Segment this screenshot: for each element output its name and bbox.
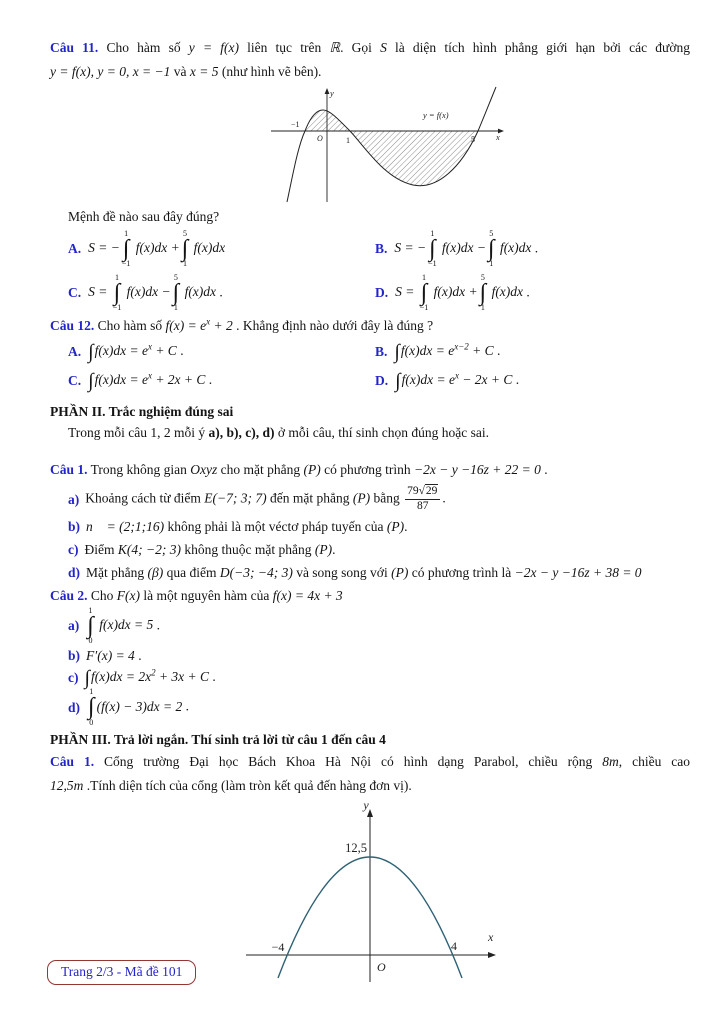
question-12-text: Cho hàm số $f(x) = e^x + 2$ . Khẳng định nào dưới đây là đúng ? <box>97 316 434 333</box>
option-a-label: A. <box>68 241 82 256</box>
part-2-q2-item-c <box>68 666 690 688</box>
part-2-q1-item-b <box>68 516 690 537</box>
item-a-text: Khoảng cách từ điểm E(−7; 3; 7) đến mặt phẳng (P) bằng $\frac{79√29}{87}$ . <box>85 485 446 512</box>
part-2-question-2-label: Câu 2. <box>50 587 88 603</box>
question-11-text-2: y = f(x), y = 0, x = −1 và x = 5 (như hình vẽ bên). <box>50 64 322 79</box>
part-2-q2-item-b <box>68 645 690 666</box>
x-axis-label: x <box>496 132 500 142</box>
y-axis-arrow <box>325 88 330 94</box>
option-a-math: $\int f(x)dx = e^x + C$ . <box>88 340 184 363</box>
item-b-text: F′(x) = 4 . <box>86 648 142 664</box>
option-c-math: S = 1 ∫ −1 f(x)dx − 5 ∫ 1 f(x)dx . <box>88 272 223 313</box>
figure-region-graph <box>265 86 505 204</box>
option-b-math: $\int f(x)dx = e^{x-2} + C$ . <box>394 340 501 363</box>
item-c-label: c) <box>68 541 79 557</box>
item-a-label: a) <box>68 618 80 634</box>
part-2-heading: PHẦN II. Trắc nghiệm đúng sai <box>50 404 234 419</box>
option-c-math: $\int f(x)dx = e^x + 2x + C$ . <box>88 369 213 392</box>
question-12-label: Câu 12. <box>50 318 95 333</box>
part-3-question-1 <box>50 750 690 798</box>
part-2-question-1-label: Câu 1. <box>50 462 88 477</box>
tick-minus-1: −1 <box>291 120 300 129</box>
item-a-label: a) <box>68 491 80 507</box>
part-2-q1-item-d <box>68 562 690 583</box>
curve-label: y = f(x) <box>423 110 449 120</box>
question-12 <box>50 315 690 337</box>
item-d-text: 1 ∫ 0 (f(x) − 3)dx = 2 . <box>88 687 190 728</box>
part-2-q1-item-c <box>68 539 690 560</box>
question-11-stem: Mệnh đề nào sau đây đúng? <box>68 209 220 224</box>
tick-minus-4: −4 <box>271 940 285 955</box>
question-11-text-1: Cho hàm số y = f(x) liên tục trên ℝ. Gọi S là diện tích hình phẳng giới hạn bởi các đường <box>106 40 690 55</box>
option-c <box>68 366 375 395</box>
option-d <box>375 271 690 315</box>
part-3-q1-text-2: 12,5m .Tính diện tích của cổng (làm tròn kết quả đến hàng đơn vị). <box>50 778 412 794</box>
part-2-intro: Trong mỗi câu 1, 2 mỗi ý a), b), c), d) ở mỗi câu, thí sinh chọn đúng hoặc sai. <box>68 425 489 440</box>
y-axis-label: y <box>363 800 369 813</box>
question-11-options <box>68 227 690 315</box>
part-3-q1-line-2 <box>50 774 690 798</box>
part-2-question-1 <box>50 459 690 481</box>
part-2-q2-item-a <box>68 607 690 646</box>
item-c-text: Điểm K(4; −2; 3) không thuộc mặt phẳng (P). <box>84 541 336 557</box>
item-c-text: $\int f(x)dx = 2x^2 + 3x + C$ . <box>84 667 216 690</box>
item-d-label: d) <box>68 564 81 580</box>
option-a <box>68 337 375 366</box>
item-c-label: c) <box>68 669 79 685</box>
option-c-label: C. <box>68 372 82 388</box>
part-3-q1-label: Câu 1. <box>50 754 95 770</box>
option-d-math: $\int f(x)dx = e^x - 2x + C$ . <box>395 369 520 392</box>
x-axis-arrow <box>488 952 496 958</box>
option-a-label: A. <box>68 343 82 359</box>
shaded-region-below-axis <box>350 131 478 186</box>
option-b-label: B. <box>375 343 388 359</box>
page-footer-text: Trang 2/3 - Mã đề 101 <box>61 964 183 979</box>
item-a-text: 1 ∫ 0 f(x)dx = 5 . <box>87 605 161 646</box>
tick-1: 1 <box>346 136 350 145</box>
option-a <box>68 227 375 271</box>
item-d-label: d) <box>68 700 81 716</box>
option-a-math: S = − 1 ∫ −1 f(x)dx + 5 ∫ 1 f(x)dx <box>88 228 226 269</box>
part-3-q1-line-1 <box>50 750 690 774</box>
question-11-label: Câu 11. <box>50 40 99 55</box>
item-b-text: n⃗ = (2;1;16) không phải là một véctơ pháp tuyến của (P). <box>86 518 408 534</box>
peak-value-label: 12,5 <box>345 841 367 856</box>
y-axis-label: y <box>330 88 334 98</box>
option-d-math: S = 1 ∫ −1 f(x)dx + 5 ∫ 1 f(x)dx . <box>395 272 530 313</box>
option-b <box>375 227 690 271</box>
tick-4: 4 <box>451 939 457 954</box>
part-2-q2-item-d <box>68 688 690 727</box>
option-b <box>375 337 690 366</box>
part-3-q1-text-1: Cổng trường Đại học Bách Khoa Hà Nội có hình dạng Parabol, chiều rộng 8m, chiều cao <box>104 754 690 770</box>
part-2-question-2 <box>50 585 690 607</box>
x-axis-label: x <box>488 930 494 945</box>
part-2-question-2-text: Cho F(x) là một nguyên hàm của f(x) = 4x + 3 <box>90 587 343 603</box>
tick-5: 5 <box>471 135 475 144</box>
item-b-label: b) <box>68 518 81 534</box>
part-2-question-1-text: Trong không gian Oxyz cho mặt phẳng (P) có phương trình −2x − y −16z + 22 = 0 . <box>90 462 548 477</box>
item-b-label: b) <box>68 648 81 664</box>
origin-label: O <box>317 134 323 143</box>
option-b-math: S = − 1 ∫ −1 f(x)dx − 5 ∫ 1 f(x)dx . <box>394 228 539 269</box>
option-d-label: D. <box>375 285 389 300</box>
option-d-label: D. <box>375 372 389 388</box>
option-b-label: B. <box>375 241 388 256</box>
shaded-region-above-axis <box>305 110 350 131</box>
part-2-q1-item-a <box>68 485 690 514</box>
item-d-text: Mặt phẳng (β) qua điểm D(−3; −4; 3) và song song với (P) có phương trình là −2x − y −16z + 38 = 0 <box>86 564 642 580</box>
origin-label: O <box>377 960 386 975</box>
question-11 <box>50 36 690 84</box>
option-c-label: C. <box>68 285 82 300</box>
page-footer-badge <box>47 960 196 985</box>
option-c <box>68 271 375 315</box>
option-d <box>375 366 690 395</box>
part-3-heading: PHẦN III. Trả lời ngắn. Thí sinh trả lời từ câu 1 đến câu 4 <box>50 732 386 748</box>
figure-parabola <box>240 800 510 986</box>
question-12-options <box>68 337 690 395</box>
question-11-line-1 <box>50 36 690 60</box>
question-11-line-2 <box>50 60 690 84</box>
